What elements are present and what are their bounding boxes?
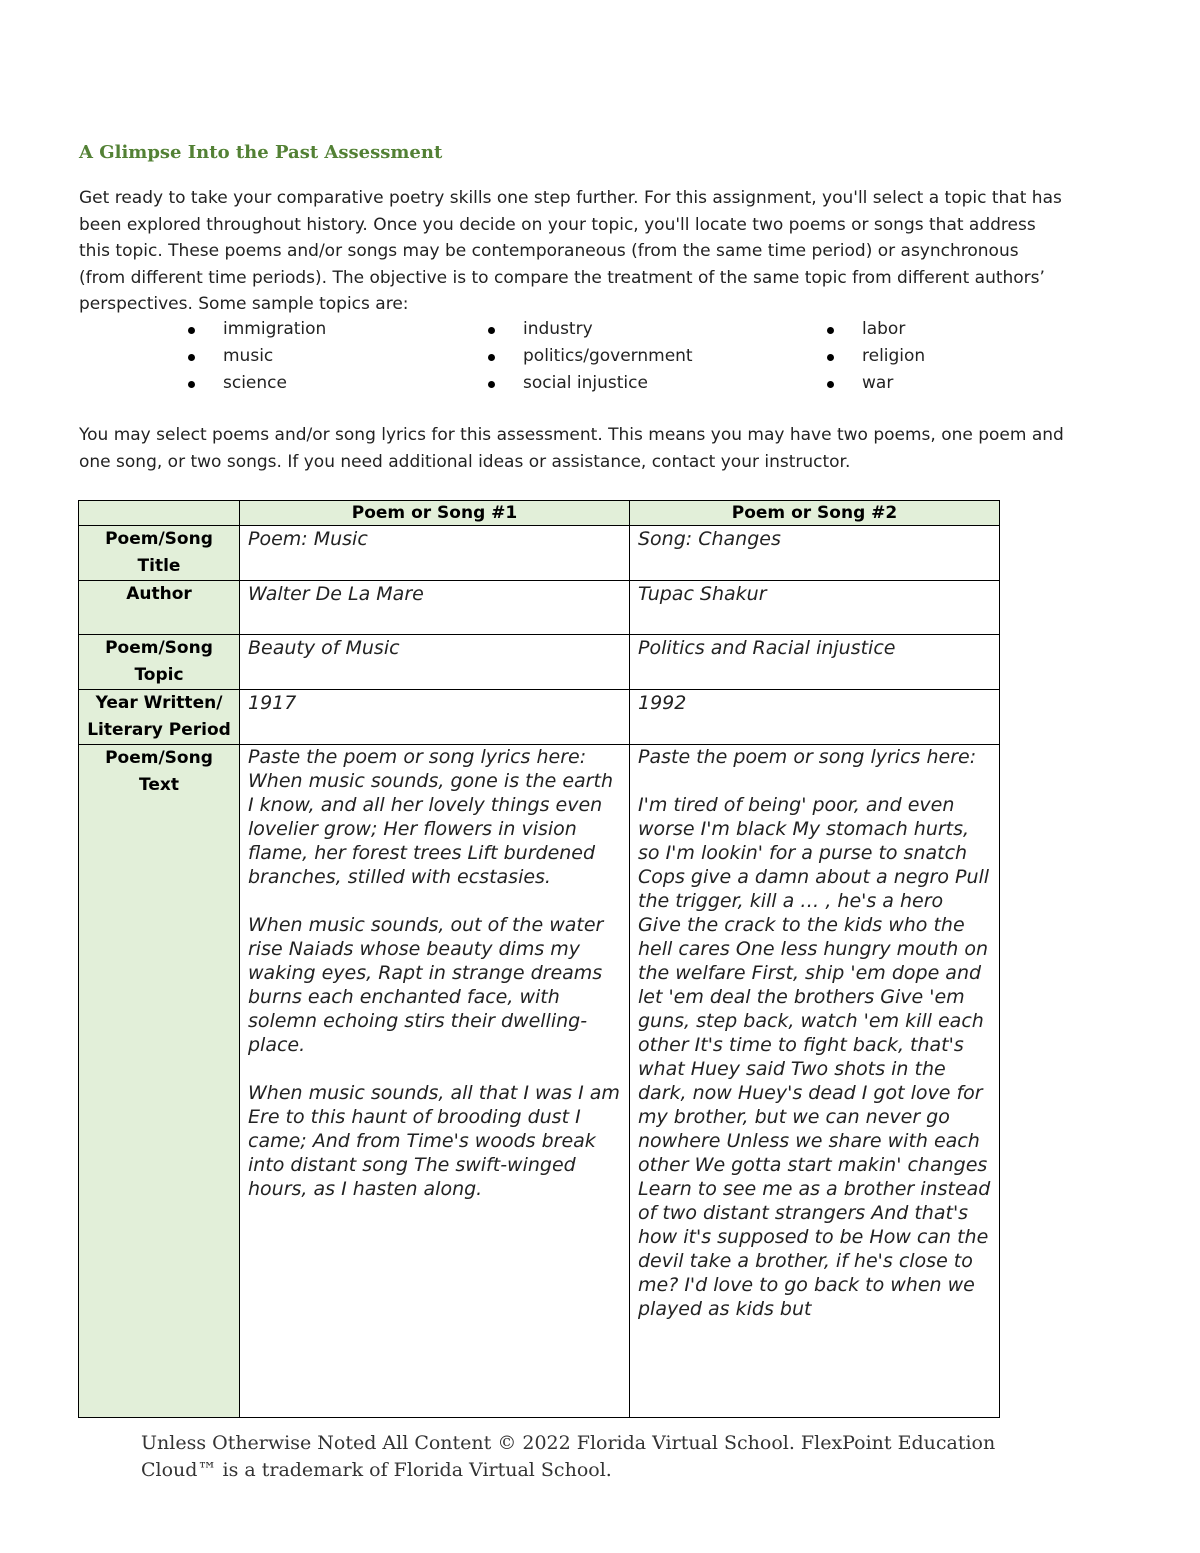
poem-stanza: When music sounds, out of the water rise Naiads whose beauty dims my waking eyes, Rapt in strange dreams burns each enchanted face, with solemn echoing stirs their dwelling-place.: [248, 914, 604, 1056]
cell-title-2[interactable]: Song: Changes: [630, 526, 1000, 581]
bullet-icon: [188, 381, 195, 388]
table-row: [79, 635, 1000, 690]
instructions-paragraph: You may select poems and/or song lyrics for this assessment. This means you may have two poems, one poem and one song, or two songs. If you need additional ideas or assistance, contact your instructor.: [79, 425, 1064, 472]
page-title: A Glimpse Into the Past Assessment: [79, 142, 443, 163]
topic-item: science: [223, 370, 287, 397]
table-header-row: [79, 501, 1000, 526]
topic-item: politics/government: [523, 343, 693, 370]
row-label-text: Poem/Song Text: [79, 745, 240, 1418]
cell-text-2[interactable]: [630, 745, 1000, 1418]
lyrics-container: [248, 745, 621, 1417]
row-label-author: Author: [79, 581, 240, 635]
lyrics-container: [638, 745, 991, 1417]
header-song2: Poem or Song #2: [630, 501, 1000, 526]
header-corner-cell: [79, 501, 240, 526]
topic-item: social injustice: [523, 370, 648, 397]
bullet-icon: [488, 354, 495, 361]
bullet-icon: [188, 327, 195, 334]
cell-author-1[interactable]: Walter De La Mare: [240, 581, 630, 635]
table-row: [79, 526, 1000, 581]
bullet-icon: [827, 354, 834, 361]
poem-stanza: When music sounds, all that I was I am Ere to this haunt of brooding dust I came; And from Time's woods break into distant song The swift-winged hours, as I hasten along.: [248, 1082, 620, 1200]
bullet-icon: [488, 381, 495, 388]
intro-paragraph: Get ready to take your comparative poetry skills one step further. For this assignment, you'll select a topic that has been explored throughout history. Once you decide on your topic, you'll locate two poems or songs that address this topic. These poems and/or songs may be contemporaneous (from the same time period) or asynchronous (from different time periods). The objective is to compare the treatment of the same topic from different authors’ perspectives. Some sample topics are:: [79, 188, 1062, 314]
song-lyrics: I'm tired of being' poor, and even worse I'm black My stomach hurts, so I'm lookin' for a purse to snatch Cops give a damn about a negro Pull the trigger, kill a … , he's a hero Give the crack to the kids who the hell cares One less hungry mouth on the welfare First, ship 'em dope and let 'em deal the brothers Give 'em guns, step back, watch 'em kill each other It's time to fight back, that's what Huey said Two shots in the dark, now Huey's dead I got love for my brother, but we can never go nowhere Unless we share with each other We gotta start makin' changes Learn to see me as a brother instead of two distant strangers And that's how it's supposed to be How can the devil take a brother, if he's close to me? I'd love to go back to when we played as kids but: [638, 794, 991, 1320]
bullet-icon: [188, 354, 195, 361]
table-row: [79, 745, 1000, 1418]
bullet-icon: [827, 327, 834, 334]
topic-item: immigration: [223, 316, 326, 343]
cell-text-1[interactable]: [240, 745, 630, 1418]
topic-item: labor: [862, 316, 905, 343]
header-song1: Poem or Song #1: [240, 501, 630, 526]
row-label-title: Poem/Song Title: [79, 526, 240, 581]
topic-item: war: [862, 370, 893, 397]
cell-year-1[interactable]: 1917: [240, 690, 630, 745]
cell-topic-2[interactable]: Politics and Racial injustice: [630, 635, 1000, 690]
poem-stanza: When music sounds, gone is the earth I know, and all her lovely things even lovelier grow; Her flowers in vision flame, her forest trees Lift burdened branches, stilled with ecstasies.: [248, 770, 613, 888]
cell-year-2[interactable]: 1992: [630, 690, 1000, 745]
bullet-icon: [488, 327, 495, 334]
topic-item: music: [223, 343, 273, 370]
cell-topic-1[interactable]: Beauty of Music: [240, 635, 630, 690]
table-row: [79, 690, 1000, 745]
cell-author-2[interactable]: Tupac Shakur: [630, 581, 1000, 635]
sample-topics-list: [79, 316, 1069, 398]
cell-title-1[interactable]: Poem: Music: [240, 526, 630, 581]
table-row: [79, 581, 1000, 635]
lyrics-prompt: Paste the poem or song lyrics here:: [248, 746, 587, 768]
topic-item: religion: [862, 343, 925, 370]
row-label-topic: Poem/Song Topic: [79, 635, 240, 690]
row-label-year: Year Written/ Literary Period: [79, 690, 240, 745]
bullet-icon: [827, 381, 834, 388]
copyright-footer: Unless Otherwise Noted All Content © 2022 Florida Virtual School. FlexPoint Education Cloud™ is a trademark of Florida Virtual School.: [141, 1432, 996, 1481]
topic-item: industry: [523, 316, 593, 343]
comparison-table: [78, 500, 1000, 1418]
lyrics-prompt: Paste the poem or song lyrics here:: [638, 746, 977, 768]
